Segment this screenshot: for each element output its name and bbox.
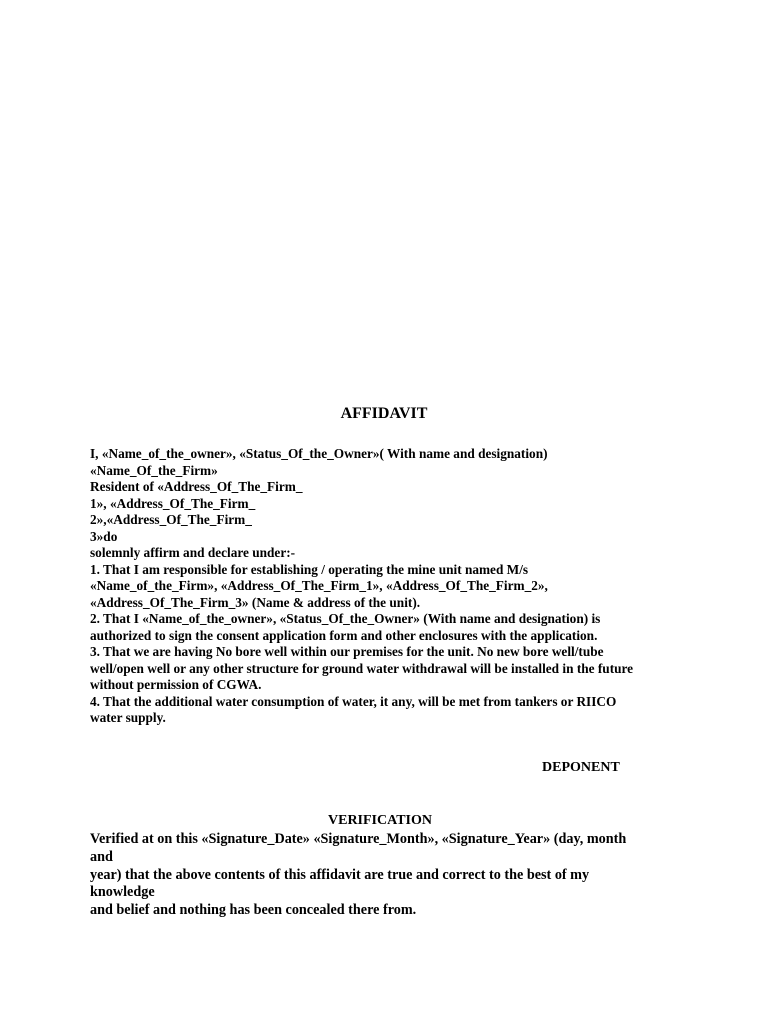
affidavit-body (90, 446, 690, 727)
body-line: water supply. (90, 710, 166, 725)
body-line: 2. That I «Name_of_the_owner», «Status_Of_the_Owner» (With name and designation) is (90, 611, 601, 626)
body-line: «Name_of_the_Firm», «Address_Of_The_Firm_1», «Address_Of_The_Firm_2», (90, 578, 548, 593)
deponent-label: DEPONENT (542, 760, 620, 775)
body-line: I, «Name_of_the_owner», «Status_Of_the_Owner»( With name and designation) (90, 446, 548, 461)
verification-line: year) that the above contents of this affidavit are true and correct to the best of my (90, 866, 590, 883)
body-line: 2»,«Address_Of_The_Firm_ (90, 512, 252, 527)
affidavit-title: AFFIDAVIT (340, 405, 428, 422)
verification-line: and (90, 848, 113, 865)
body-line: «Address_Of_The_Firm_3» (Name & address of the unit). (90, 594, 421, 610)
body-line: Resident of «Address_Of_The_Firm_ (90, 479, 303, 494)
body-line: solemnly affirm and declare under:- (90, 545, 296, 560)
verification-line: Verified at on this «Signature_Date» «Signature_Month», «Signature_Year» (day, month (90, 831, 627, 847)
body-line: 3»do (90, 528, 118, 544)
verification-title: VERIFICATION (328, 813, 432, 828)
verification-body (90, 831, 690, 920)
body-line: without permission of CGWA. (90, 677, 262, 692)
body-line: «Name_Of_the_Firm» (90, 462, 218, 478)
body-line: well/open well or any other structure for ground water withdrawal will be installed in the future (90, 660, 634, 676)
verification-line: and belief and nothing has been concealed there from. (90, 902, 417, 919)
body-line: 1», «Address_Of_The_Firm_ (90, 495, 256, 511)
body-line: 1. That I am responsible for establishing / operating the mine unit named M/s (90, 561, 529, 577)
body-line: authorized to sign the consent application form and other enclosures with the application. (90, 627, 598, 643)
body-line: 4. That the additional water consumption of water, it any, will be met from tankers or RIICO (90, 693, 617, 709)
verification-line: knowledge (90, 884, 155, 901)
body-line: 3. That we are having No bore well within our premises for the unit. No new bore well/tube (90, 644, 604, 659)
